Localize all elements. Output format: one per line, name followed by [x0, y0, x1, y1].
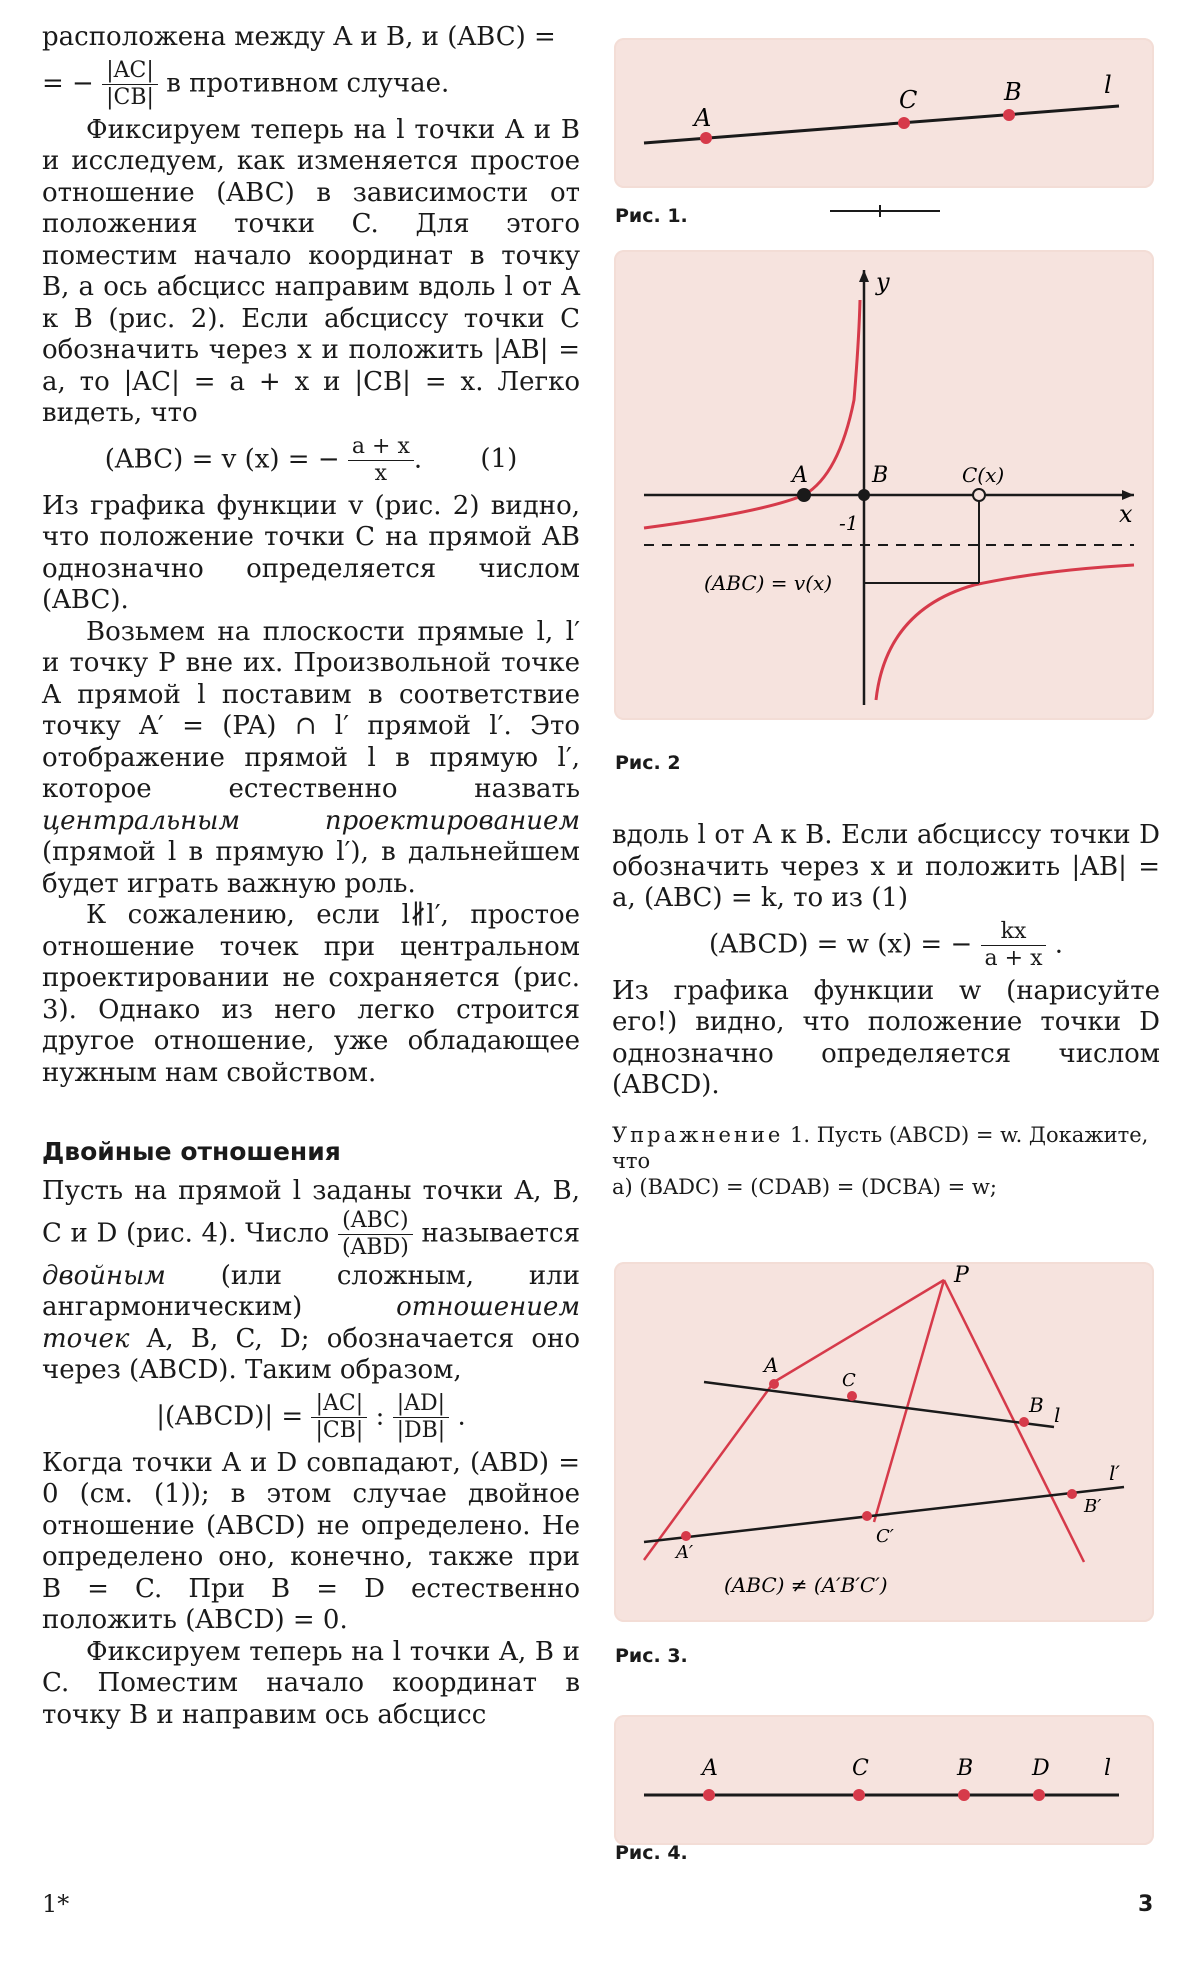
figure-1-mark: [825, 203, 945, 219]
svg-text:B: B: [872, 463, 889, 488]
svg-text:C′: C′: [876, 1526, 894, 1547]
svg-text:A: A: [694, 104, 712, 132]
figure-2: [614, 250, 1154, 720]
svg-text:C(x): C(x): [962, 463, 1005, 487]
equation-tag: (1): [480, 444, 518, 474]
svg-text:l′: l′: [1109, 1461, 1120, 1485]
svg-text:A: A: [792, 463, 808, 488]
section-heading: Двойные отношения: [42, 1137, 341, 1166]
figure-3-drawing: [614, 1262, 1154, 1622]
svg-text:C: C: [842, 1370, 856, 1391]
figure-1-caption: Рис. 1.: [615, 205, 688, 227]
footer-signature: 1*: [42, 1890, 70, 1918]
figure-1: [614, 38, 1154, 188]
svg-text:P: P: [954, 1263, 969, 1288]
svg-text:l: l: [1054, 1403, 1061, 1427]
figure-4-caption: Рис. 4.: [615, 1842, 688, 1864]
svg-text:B: B: [957, 1756, 974, 1781]
fraction: $\frac{a + x}{x}$: [348, 434, 414, 487]
equation-continue: = − $\frac{|AC|}{|CB|}$ в противном случае.: [42, 57, 450, 110]
svg-text:l: l: [1104, 71, 1112, 99]
svg-text:C: C: [899, 86, 918, 114]
left-column: [42, 22, 580, 1731]
svg-text:A: A: [764, 1353, 779, 1377]
svg-text:B: B: [1029, 1393, 1044, 1417]
fraction: $\frac{\text{(ABC)}}{\text{(ABD)}}$: [338, 1208, 413, 1261]
equation-1: (ABC) = v (x) = − $\frac{a + x}{x}$ . (1): [104, 433, 518, 486]
paragraph-5: Пусть на прямой l заданы точки A, B, C и D (рис. 4). Число $\frac{\text{(ABC)}}{\text{(ABD)}}$ называется двойным (или сложным, или ангармоническим) отношением точек A, B, C, D; обозначается оно через (ABCD). Таким образом,: [42, 1176, 581, 1385]
svg-text:(ABC) = v(x): (ABC) = v(x): [704, 571, 833, 595]
figure-2-drawing: [614, 250, 1154, 720]
figure-4-drawing: [614, 1715, 1154, 1845]
paragraph-9: Из графика функции w (нарисуйте его!) видно, что положение точки D однозначно определяется числом (ABCD).: [612, 975, 1160, 1100]
figure-2-caption: Рис. 2: [615, 752, 681, 774]
page-number: 3: [1138, 1892, 1154, 1917]
svg-text:x: x: [1119, 500, 1133, 528]
svg-text:C: C: [852, 1756, 869, 1781]
figure-1-drawing: [614, 38, 1154, 188]
right-column: [612, 820, 1160, 1200]
figure-3: [614, 1262, 1154, 1622]
svg-text:(ABC) ≠ (A′B′C′): (ABC) ≠ (A′B′C′): [724, 1573, 888, 1597]
svg-text:D: D: [1032, 1756, 1050, 1781]
svg-text:B: B: [1004, 78, 1022, 106]
equation-3: (ABCD) = w (x) = − $\frac{kx}{a + x}$ .: [708, 918, 1064, 971]
paragraph-3: Возьмем на плоскости прямые l, l′ и точку P вне их. Произвольной точке A прямой l поставим в соответствие точку A′ = (PA) ∩ l′ прямой l′. Это отображение прямой l в прямую l′, которое естественно назвать центральным проектированием (прямой l в прямую l′), в дальнейшем будет играть важную роль.: [42, 616, 580, 899]
svg-text:-1: -1: [839, 511, 859, 535]
paragraph-6: Когда точки A и D совпадают, (ABD) = 0 (см. (1)); в этом случае двойное отношение (ABCD) не определено. Не определено оно, конечно, также при B = C. При B = D естественно положить (ABCD) = 0.: [42, 1447, 580, 1635]
svg-text:l: l: [1104, 1756, 1112, 1781]
paragraph-7: Фиксируем теперь на l точки A, B и C. Поместим начало координат в точку B и направим ось абсцисс: [42, 1636, 580, 1730]
svg-text:A′: A′: [676, 1542, 694, 1563]
paragraph-2: Из графика функции v (рис. 2) видно, что положение точки C на прямой AB однозначно определяется числом (ABC).: [42, 490, 580, 615]
svg-text:y: y: [876, 268, 890, 296]
paragraph-continue: расположена между A и B, и (ABC) =: [42, 22, 556, 52]
paragraph-1: Фиксируем теперь на l точки A и B и исследуем, как изменяется простое отношение (ABC) в зависимости от положения точки C. Для этого поместим начало координат в точку B, а ось абсцисс направим вдоль l от A к B (рис. 2). Если абсциссу точки C обозначить через x и положить |AB| = a, то |AC| = a + x и |CB| = x. Легко видеть, что: [42, 114, 580, 428]
exercise: Упражнение 1. Пусть (ABCD) = w. Докажите, что а) (BADC) = (CDAB) = (DCBA) = w;: [612, 1122, 1149, 1199]
paragraph-8: вдоль l от A к B. Если абсциссу точки D обозначить через x и положить |AB| = a, (ABC) = k, то из (1): [612, 820, 1160, 913]
svg-text:A: A: [702, 1756, 718, 1781]
figure-4: [614, 1715, 1154, 1845]
equation-2: |(ABCD)| = $\frac{|AC|}{|CB|}$ : $\frac{|AD|}{|DB|}$ .: [156, 1390, 466, 1443]
figure-3-caption: Рис. 3.: [615, 1645, 688, 1667]
svg-text:B′: B′: [1084, 1496, 1102, 1517]
fraction: $\frac{|AC|}{|CB|}$: [102, 58, 158, 111]
paragraph-4: К сожалению, если l∦l′, простое отношение точек при центральном проектировании не сохраняется (рис. 3). Однако из него легко строится другое отношение, уже обладающее нужным нам свойством.: [42, 900, 580, 1088]
